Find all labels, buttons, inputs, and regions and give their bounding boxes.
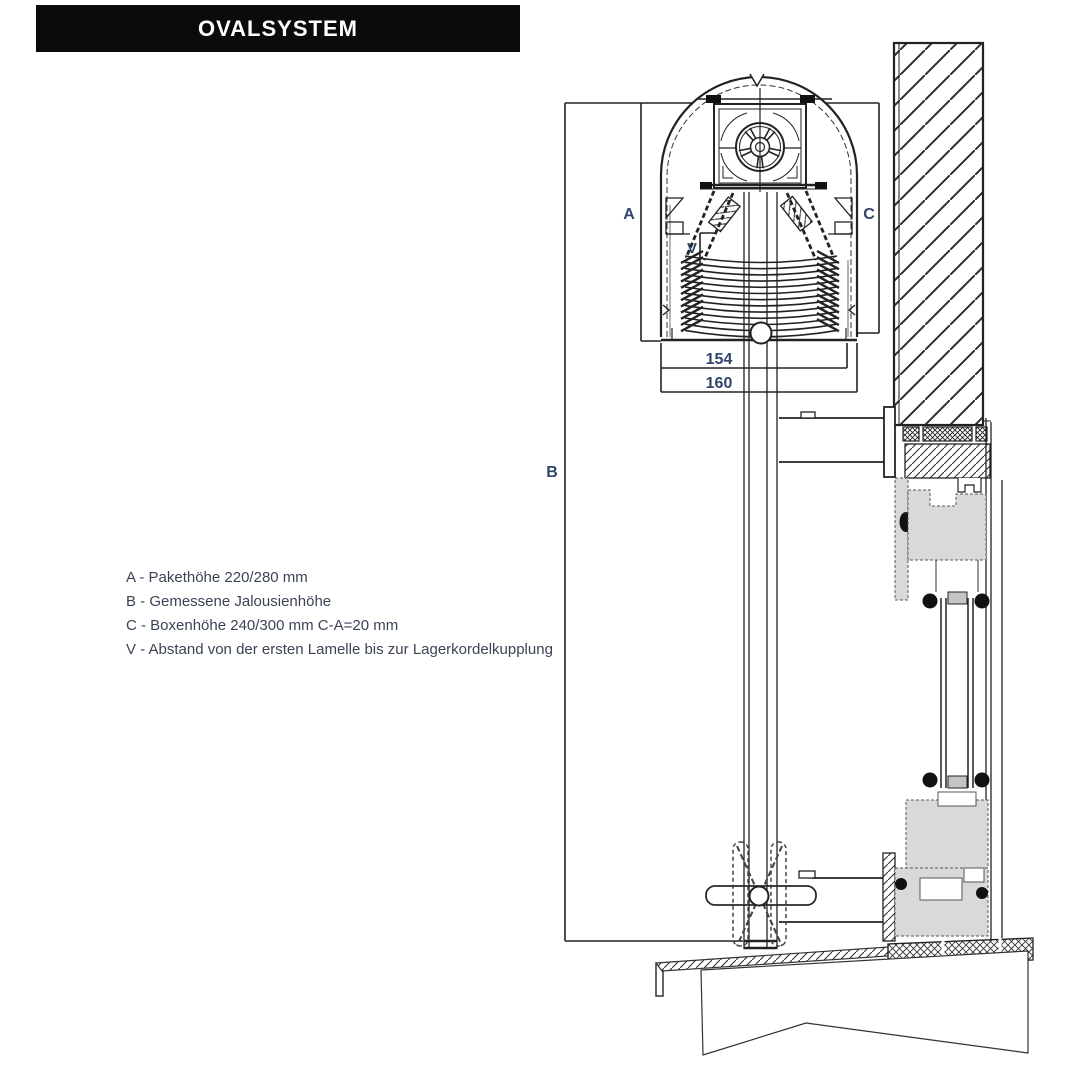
gasket bbox=[923, 773, 938, 788]
bottom-rail bbox=[706, 842, 816, 946]
glass-spacer-top bbox=[948, 592, 967, 604]
wall-clip-right bbox=[849, 305, 855, 315]
legend-item-c: C - Boxenhöhe 240/300 mm C-A=20 mm bbox=[126, 617, 399, 634]
coupling-left bbox=[709, 197, 741, 231]
gasket bbox=[975, 594, 990, 609]
dim-label-b: B bbox=[546, 464, 558, 481]
reveal-profile bbox=[895, 478, 908, 600]
cord-couplings bbox=[686, 191, 834, 260]
gasket bbox=[895, 878, 907, 890]
bottom-rail-pin bbox=[750, 887, 769, 906]
coupling-right bbox=[781, 196, 813, 230]
head-rail-profile bbox=[908, 490, 986, 560]
dim-value-154: 154 bbox=[705, 351, 733, 368]
legend-item-a: A - Pakethöhe 220/280 mm bbox=[126, 569, 308, 586]
sash-bottom-profile bbox=[906, 800, 988, 868]
mount-cap-left bbox=[706, 95, 721, 103]
dim-154-line bbox=[661, 343, 847, 368]
drive-unit bbox=[697, 88, 832, 192]
wall-bracket bbox=[779, 407, 895, 922]
gasket bbox=[975, 773, 990, 788]
wall-clip-left bbox=[663, 305, 669, 315]
glass-spacer-bottom bbox=[948, 776, 967, 788]
mount-cap-right bbox=[800, 95, 815, 103]
dim-label-v: V bbox=[686, 240, 698, 257]
page-title: OVALSYSTEM bbox=[198, 15, 358, 41]
dim-label-a: A bbox=[623, 206, 635, 223]
gasket bbox=[923, 594, 938, 609]
legend-item-v: V - Abstand von der ersten Lamelle bis zur Lagerkordelkupplung bbox=[126, 641, 553, 658]
glazing-unit bbox=[923, 592, 990, 788]
dim-value-160: 160 bbox=[705, 375, 733, 392]
cord-guide-ring bbox=[751, 323, 772, 344]
sill-board bbox=[701, 951, 1028, 1055]
side-bracket-right bbox=[828, 198, 852, 234]
frame-anchor-strip bbox=[883, 853, 895, 941]
box-top-notch bbox=[750, 74, 764, 86]
window-frame-section bbox=[883, 427, 990, 941]
wall-section bbox=[894, 43, 983, 425]
gasket bbox=[976, 887, 988, 899]
insulation-band bbox=[903, 427, 987, 441]
lintel-block bbox=[905, 444, 990, 492]
window-sill bbox=[656, 938, 1033, 1055]
dim-label-c: C bbox=[863, 206, 875, 223]
legend-item-b: B - Gemessene Jalousienhöhe bbox=[126, 593, 332, 610]
